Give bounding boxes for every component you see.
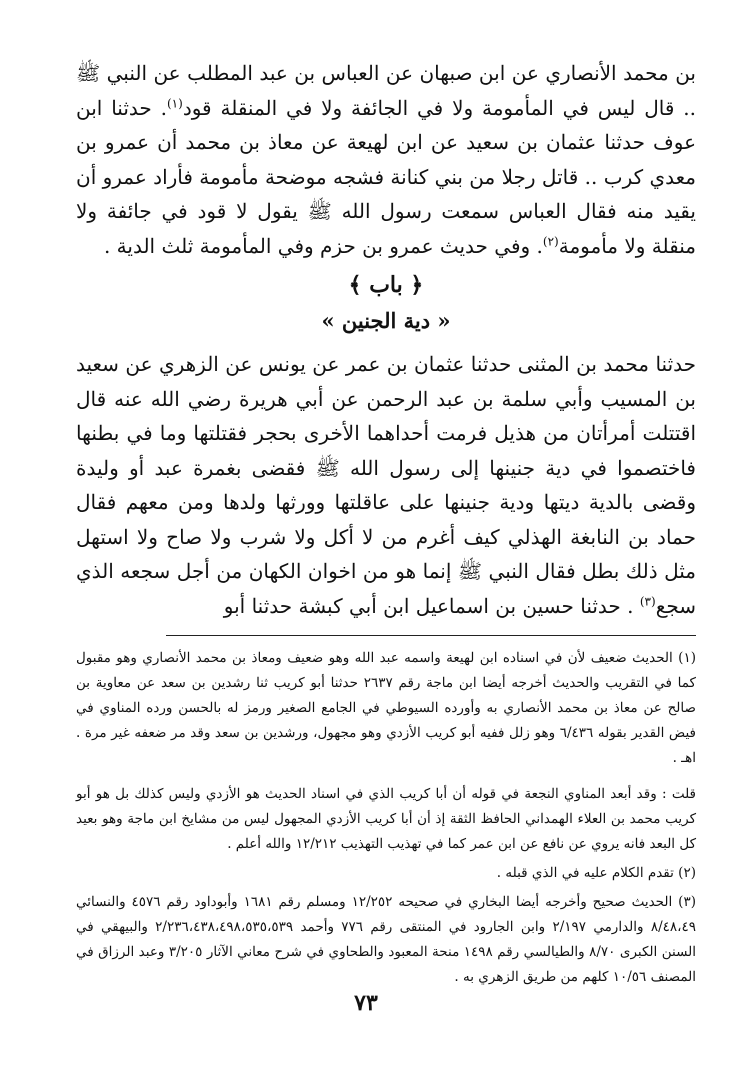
page-number: ٧٣ xyxy=(354,990,378,1016)
footnotes-section xyxy=(76,646,696,990)
chapter-subtitle: « دية الجنين » xyxy=(321,308,451,333)
footnote-divider xyxy=(166,635,696,636)
chapter-heading: ﴿ باب ﴾ xyxy=(348,272,424,298)
book-page xyxy=(76,56,696,994)
footnote-ref-2: (٢) xyxy=(542,233,559,248)
paragraph-text: حدثنا محمد بن المثنى حدثنا عثمان بن عمر عن يونس عن الزهري عن سعيد بن المسيب وأبي سلمة بن عبد الرحمن عن أبي هريرة رضي الله عنه قال اقتتلت أمرأتان من هذيل فرمت أحداهما الأخرى بحجر فقتلتها وما في بطنها فاختصموا في دية جنينها إلى رسول الله ﷺ فقضى بغمرة عبد أو وليدة وقضى بالدية ديتها ودية جنينها على عاقلتها وورثها ولدها ومن معهم فقال حماد بن النابغة الهذلي كيف أغرم من لا أكل ولا شرب ولا صاح ولا استهل مثل ذلك بطل فقال النبي ﷺ إنما هو من اخوان الكهان من أجل سجعه الذي سجع xyxy=(76,352,696,618)
footnote-3: (٣) الحديث صحيح وأخرجه أيضا البخاري في صحيحه ١٢/٢٥٢ ومسلم رقم ١٦٨١ وأبوداود رقم ٤٥٧٦ والنسائي ٨/٤٨،٤٩ والدارمي ٢/١٩٧ وابن الجارود في المنتقى رقم ٧٧٦ وأحمد ٢/٢٣٦،٤٣٨،٤٩٨،٥٣٥،٥٣٩ والبيهقي في السنن الكبرى ٨/٧٠ والطيالسي رقم ١٤٩٨ منحة المعبود والطحاوي في شرح معاني الآثار ٣/٢٠٥ وعبد الرزاق في المصنف ١٠/٥٦ كلهم من طريق الزهري به . xyxy=(76,894,697,985)
paragraph-text: . حدثنا حسين بن اسماعيل ابن أبي كبشة حدثنا أبو xyxy=(223,593,640,618)
paragraph-text: . وفي حديث عمرو بن حزم وفي المأمومة ثلث الدية . xyxy=(103,233,543,258)
footnote-1: (١) الحديث ضعيف لأن في اسناده ابن لهيعة واسمه عبد الله وهو ضعيف ومعاذ بن محمد الأنصاري وهو مقبول كما في التقريب والحديث أخرجه أيضا ابن ماجة رقم ٢٦٣٧ حدثنا أبو كريب ثنا رشدين بن سعد عن معاوية بن صالح عن معاذ بن محمد الأنصاري به وأورده السيوطي في الجامع الصغير ورمز له بالحسن ورده المناوي في فيض القدير بقوله ٦/٤٣٦ وهو زلل ففيه أبو كريب الأزدي وهو مجهول، ورشدين بن سعد وقد مر ضعفه غير مرة . اهـ . xyxy=(76,650,696,766)
footnote-1-note: قلت : وقد أبعد المناوي النجعة في قوله أن أبا كريب الذي في اسناد الحديث هو الأزدي وليس كذلك بل هو أبو كريب محمد بن العلاء الهمداني الحافظ الثقة إذ أن أبا كريب الأزدي المجهول ليس من مشايخ ابن ماجة وهو بعيد كل البعد فانه يروي عن نافع عن ابن عمر كما في تهذيب التهذيب ١٢/٢١٢ والله أعلم . xyxy=(76,786,696,852)
footnote-ref-1: (١) xyxy=(166,95,183,110)
paragraph-text: . حدثنا ابن عوف حدثنا عثمان بن سعيد عن ابن لهيعة عن معاذ بن محمد أن عمرو بن معدي كرب .. قاتل رجلا من بني كنانة فشجه موضحة مأمومة فأراد عمرو أن يقيد منه فقال العباس سمعت رسول الله ﷺ يقول لا قود في جائفة ولا منقلة ولا مأمومة xyxy=(76,95,696,258)
paragraph-text: بن محمد الأنصاري عن ابن صبهان عن العباس بن عبد المطلب عن النبي ﷺ .. قال ليس في المأمومة ولا في الجائفة ولا في المنقلة قود xyxy=(76,61,696,120)
footnote-2: (٢) تقدم الكلام عليه في الذي قبله . xyxy=(496,865,696,881)
footnote-ref-3: (٣) xyxy=(639,593,656,608)
footnote-spacer xyxy=(76,775,696,782)
main-paragraph-2 xyxy=(76,347,696,623)
main-paragraph-1 xyxy=(76,56,696,263)
